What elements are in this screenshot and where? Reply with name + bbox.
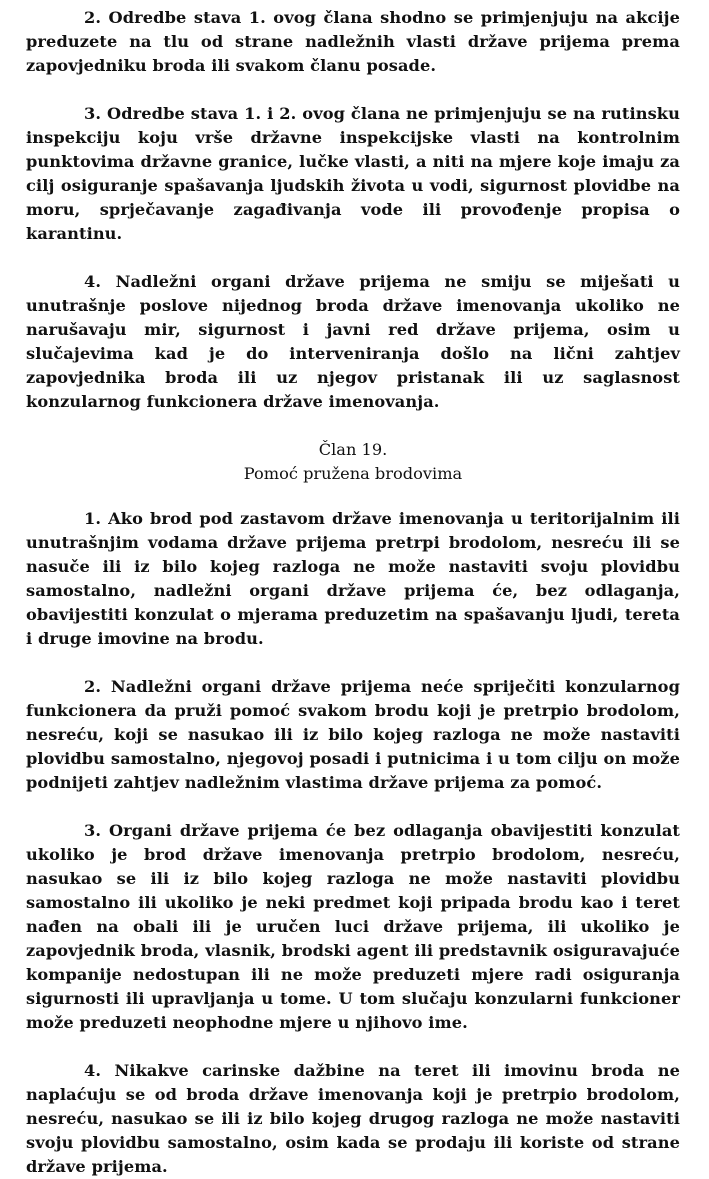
document-page (26, 6, 680, 1179)
article-19-paragraph-1: 1. Ako brod pod zastavom države imenovanja u teritorijalnim ili unutrašnjim vodama države prijema pretrpi brodolom, nesreću ili se nasuče ili iz bilo kojeg razloga ne može nastaviti svoju plovidbu samostalno, nadležni organi države prijema će, bez odlaganja, obavijestiti konzulat o mjerama preduzetim na spašavanju ljudi, tereta i druge imovine na brodu. (26, 509, 680, 648)
article-title: Pomoć pružena brodovima (243, 464, 463, 483)
paragraph-2: 2. Odredbe stava 1. ovog člana shodno se primjenjuju na akcije preduzete na tlu od strane nadležnih vlasti države prijema prema zapovjedniku broda ili svakom članu posade. (26, 8, 680, 75)
article-19-paragraph-2: 2. Nadležni organi države prijema neće spriječiti konzularnog funkcionera da pruži pomoć svakom brodu koji je pretrpio brodolom, nesreću, koji se nasukao ili iz bilo kojeg razloga ne može nastaviti plovidbu samostalno, njegovoj posadi i putnicima i u tom cilju on može podnijeti zahtjev nadležnim vlastima države prijema za pomoć. (26, 677, 680, 792)
article-19-paragraph-3: 3. Organi države prijema će bez odlaganja obavijestiti konzulat ukoliko je brod države imenovanja pretrpio brodolom, nesreću, nasukao se ili iz bilo kojeg razloga ne može nastaviti plovidbu samostalno ili ukoliko je neki predmet koji pripada brodu kao i teret nađen na obali ili je uručen luci države prijema, ili ukoliko je zapovjednik broda, vlasnik, brodski agent ili predstavnik osiguravajuće kompanije nedostupan ili ne može preduzeti mjere radi osiguranja sigurnosti ili upravljanja u tome. U tom slučaju konzularni funkcioner može preduzeti neophodne mjere u njihovo ime. (26, 821, 680, 1032)
paragraph-3: 3. Odredbe stava 1. i 2. ovog člana ne primjenjuju se na rutinsku inspekciju koju vrše državne inspekcijske vlasti na kontrolnim punktovima državne granice, lučke vlasti, a niti na mjere koje imaju za cilj osiguranje spašavanja ljudskih života u vodi, sigurnost plovidbe na moru, sprječavanje zagađivanja vode ili provođenje propisa o karantinu. (26, 104, 680, 243)
paragraph-4: 4. Nadležni organi države prijema ne smiju se miješati u unutrašnje poslove nijednog broda države imenovanja ukoliko ne narušavaju mir, sigurnost i javni red države prijema, osim u slučajevima kad je do interveniranja došlo na lični zahtjev zapovjednika broda ili uz njegov pristanak ili uz saglasnost konzularnog funkcionera države imenovanja. (26, 272, 680, 411)
article-number: Član 19. (318, 440, 388, 459)
article-19-paragraph-4: 4. Nikakve carinske dažbine na teret ili imovinu broda ne naplaćuju se od broda države imenovanja koji je pretrpio brodolom, nesreću, nasukao se ili iz bilo kojeg drugog razloga ne može nastaviti svoju plovidbu samostalno, osim kada se prodaju ili koriste od strane države prijema. (26, 1061, 680, 1176)
